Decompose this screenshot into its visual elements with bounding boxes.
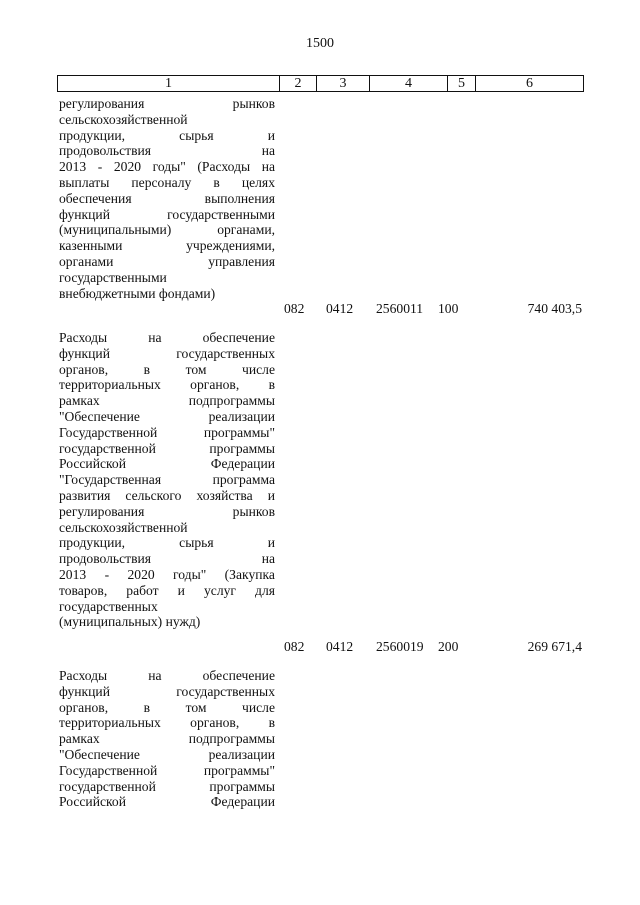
description-line: 2013 - 2020 годы" (Закупка (59, 566, 275, 582)
description-line: Расходы на обеспечение (59, 330, 275, 345)
description-line: органами управления (59, 253, 275, 269)
row-2-col-5: 200 (438, 639, 459, 654)
description-line: продукции, сырья и (59, 535, 275, 551)
description-line: внебюджетными фондами) (59, 285, 216, 301)
table-header-row (57, 75, 584, 92)
row-2-col-2: 082 (284, 639, 305, 654)
description-line: "Обеспечение реализации (59, 408, 275, 424)
row-1-col-3: 0412 (326, 301, 354, 316)
description-line: территориальных органов, в (59, 377, 275, 393)
description-line: Государственной программы" (59, 424, 275, 440)
description-line: товаров, работ и услуг для (59, 582, 275, 598)
header-col-3: 3 (316, 76, 369, 91)
description-line: территориальных органов, в (59, 715, 275, 731)
description-line: сельскохозяйственной (59, 519, 188, 535)
description-line: рамках подпрограммы (59, 393, 275, 409)
row-1-description (59, 96, 275, 301)
row-1-col-5: 100 (438, 301, 459, 316)
description-line: казенными учреждениями, (59, 238, 275, 254)
page-number: 1500 (306, 36, 334, 51)
row-2-col-6: 269 671,4 (527, 639, 582, 654)
description-line: обеспечения выполнения (59, 190, 275, 206)
row-2-description (59, 330, 275, 630)
header-col-4: 4 (369, 76, 447, 91)
row-1-col-4: 2560011 (376, 301, 424, 316)
row-1-col-6: 740 403,5 (527, 301, 582, 316)
description-line: Расходы на обеспечение (59, 668, 275, 683)
description-line: органов, в том числе (59, 699, 275, 715)
description-line: Российской Федерации (59, 456, 275, 472)
row-2-col-4: 2560019 (376, 639, 424, 654)
row-1-col-2: 082 (284, 301, 305, 316)
description-line: государственными (59, 269, 167, 285)
description-line: (муниципальными) органами, (59, 222, 275, 238)
row-2-col-3: 0412 (326, 639, 354, 654)
header-col-5: 5 (447, 76, 475, 91)
row-3-description (59, 668, 275, 810)
description-line: выплаты персоналу в целях (59, 174, 275, 190)
description-line: органов, в том числе (59, 361, 275, 377)
description-line: Российской Федерации (59, 794, 275, 810)
description-line: "Государственная программа (59, 472, 275, 488)
description-line: 2013 - 2020 годы" (Расходы на (59, 159, 275, 175)
description-line: регулирования рынков (59, 503, 275, 519)
description-line: государственной программы (59, 778, 275, 794)
description-line: сельскохозяйственной (59, 111, 188, 127)
description-line: функций государственных (59, 345, 275, 361)
header-col-1: 1 (165, 76, 172, 91)
description-line: продовольствия на (59, 143, 275, 159)
header-col-6: 6 (475, 76, 583, 91)
description-line: государственной программы (59, 440, 275, 456)
description-line: рамках подпрограммы (59, 731, 275, 747)
description-line: продовольствия на (59, 551, 275, 567)
description-line: регулирования рынков (59, 96, 275, 111)
description-line: функций государственных (59, 683, 275, 699)
description-line: функций государственными (59, 206, 275, 222)
description-line: продукции, сырья и (59, 127, 275, 143)
description-line: (муниципальных) нужд) (59, 614, 201, 630)
description-line: Государственной программы" (59, 762, 275, 778)
description-line: государственных (59, 598, 158, 614)
header-col-2: 2 (279, 76, 316, 91)
description-line: "Обеспечение реализации (59, 746, 275, 762)
description-line: развития сельского хозяйства и (59, 487, 275, 503)
